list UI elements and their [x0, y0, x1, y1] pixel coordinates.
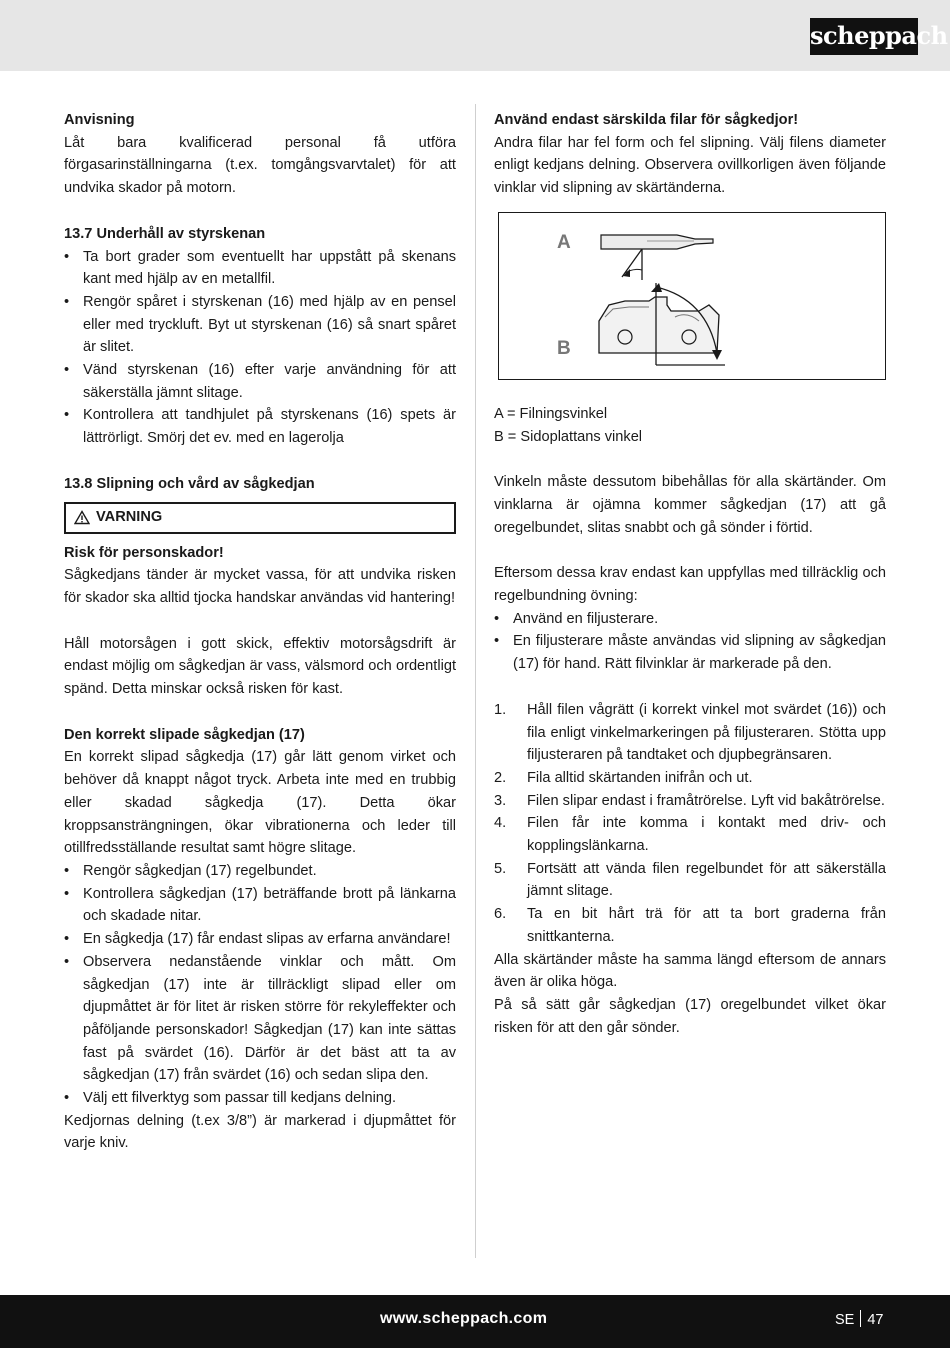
step-text: Filen slipar endast i framåtrörelse. Lyft vid bakåtrörelse. [527, 792, 885, 809]
page-number: 47 [867, 1312, 884, 1328]
language-code: SE [835, 1312, 855, 1328]
page-indicator [835, 1309, 883, 1332]
scheppach-logo: scheppach [810, 18, 918, 55]
risk-heading: Risk för personskador! [64, 544, 224, 561]
figure-label-b: B [557, 337, 571, 359]
filar-text: Andra filar har fel form och fel slipning. Välj filens diameter enligt kedjans delning. Observera ovillkorligen även följande vinklar vid slipning av skärtänderna. [494, 134, 886, 197]
warning-label: VARNING [96, 509, 163, 526]
step-item [494, 790, 886, 813]
legend-a: A = Filningsvinkel [494, 405, 608, 422]
list-item: • En filjusterare måste användas vid slipning av sågkedjan (17) för hand. Rätt filvinklar är markerade på den. [494, 630, 886, 675]
step-text: Fortsätt att vända filen regelbundet för att säkerställa jämnt slitage. [527, 860, 886, 900]
kedjornas-text: Kedjornas delning (t.ex 3/8”) är markerad i djupmåttet för varje kniv. [64, 1112, 456, 1152]
list-item: • Kontrollera att tandhjulet på styrskenans (16) spets är lättrörligt. Smörj det ev. med en lagerolja [64, 404, 456, 449]
korrekt-list [64, 860, 456, 1110]
list-item: • Observera nedanstående vinklar och mått. Om sågkedjan (17) inte är tillräckligt slipad eller om djupmåttet är för litet är risken större för rekyleffekter och påföljande personskador! Sågkedjan (17) kan inte sättas fast på svärdet (16). Därför är det bäst att ta av sågkedjan (17) från svärdet (16) och sedan slipa den. [64, 951, 456, 1087]
figure-label-a: A [557, 231, 571, 253]
filing-angle-figure [498, 212, 886, 380]
vinkeln-text: Vinkeln måste dessutom bibehållas för alla skärtänder. Om vinklarna är ojämna kommer sågkedjan (17) att gå oregelbundet, slitas snabbt och gå sönder i förtid. [494, 474, 886, 536]
list-item: • Rengör sågkedjan (17) regelbundet. [64, 860, 456, 883]
section-13-7-list [64, 246, 456, 450]
list-item: • Välj ett filverktyg som passar till kedjans delning. [64, 1087, 456, 1110]
section-13-7-heading: 13.7 Underhåll av styrskenan [64, 225, 266, 242]
hall-text: Håll motorsågen i gott skick, effektiv motorsågsdrift är endast möjlig om sågkedjan är vass, välsmord och ordentligt spänd. Detta minskar också risken för kast. [64, 635, 456, 698]
step-text: Ta en bit hårt trä för att ta bort graderna från snittkanterna. [527, 906, 886, 945]
step-item [494, 699, 886, 767]
step-number: 5. [494, 860, 507, 877]
legend-b: B = Sidoplattans vinkel [494, 428, 643, 445]
chain-tooth-diagram [499, 213, 885, 379]
anvisning-text: Låt bara kvalificerad personal få utföra förgasarinställningarna (t.ex. tomgångsvarvtalet) för att undvika skador på motorn. [64, 134, 456, 197]
anvisning-heading: Anvisning [64, 112, 135, 128]
filar-heading: Använd endast särskilda filar för sågkedjor! [494, 112, 799, 128]
step-number: 2. [494, 769, 507, 786]
step-item [494, 767, 886, 790]
step-number: 1. [494, 701, 507, 718]
steps-list [494, 699, 886, 949]
column-divider [475, 104, 476, 1258]
step-item [494, 858, 886, 903]
korrekt-heading: Den korrekt slipade sågkedjan (17) [64, 726, 305, 743]
left-column [64, 109, 456, 1155]
step-text: Filen får inte komma i kontakt med driv- och kopplingslänkarna. [527, 815, 886, 855]
eftersom-list [494, 608, 886, 676]
list-item: • Vänd styrskenan (16) efter varje användning för att säkerställa jämnt slitage. [64, 359, 456, 404]
eftersom-text: Eftersom dessa krav endast kan uppfyllas med tillräcklig och regelbundning övning: [494, 565, 886, 605]
alla-text: Alla skärtänder måste ha samma längd eftersom de annars även är olika höga. [494, 951, 886, 991]
step-item [494, 903, 886, 948]
step-number: 3. [494, 792, 507, 809]
warning-box [64, 502, 456, 534]
footer-bar [0, 1295, 950, 1348]
list-item: • Använd en filjusterare. [494, 608, 886, 631]
list-item: • En sågkedja (17) får endast slipas av erfarna användare! [64, 928, 456, 951]
section-13-8-heading: 13.8 Slipning och vård av sågkedjan [64, 475, 315, 492]
website-link[interactable]: www.scheppach.com [380, 1310, 548, 1327]
step-text: Fila alltid skärtanden inifrån och ut. [527, 769, 753, 786]
list-item: • Ta bort grader som eventuellt har uppstått på skenans kant med hjälp av en metallfil. [64, 246, 456, 291]
warning-triangle-icon [74, 510, 90, 525]
list-item: • Rengör spåret i styrskenan (16) med hjälp av en pensel eller med tryckluft. Byt ut styrskenan (16) så snart spåret är slitet. [64, 291, 456, 359]
step-number: 4. [494, 815, 507, 832]
risk-text: Sågkedjans tänder är mycket vassa, för att undvika risken för skador ska alltid tjocka handskar användas vid hantering! [64, 567, 456, 606]
list-item: • Kontrollera sågkedjan (17) beträffande brott på länkarna och skadade nitar. [64, 883, 456, 928]
step-text: Håll filen vågrätt (i korrekt vinkel mot svärdet (16)) och fila enligt vinkelmarkeringen på filjusteraren. Stötta upp filjusteraren på tandtaket och djupbegränsaren. [527, 701, 886, 764]
pa-sa-text: På så sätt går sågkedjan (17) oregelbundet vilket ökar risken för att den går sönder. [494, 996, 886, 1036]
separator [860, 1310, 861, 1327]
step-item [494, 812, 886, 857]
right-column [494, 109, 886, 1039]
header-bar [0, 0, 950, 71]
korrekt-text: En korrekt slipad sågkedja (17) går lätt genom virket och behöver då knappt något tryck. Arbeta inte med en trubbig eller skadad sågkedja (17). Detta ökar kroppsansträngningen, ökar vibrationerna och leder till otillfredsställande resultat samt högre slitage. [64, 749, 456, 857]
step-number: 6. [494, 906, 507, 923]
